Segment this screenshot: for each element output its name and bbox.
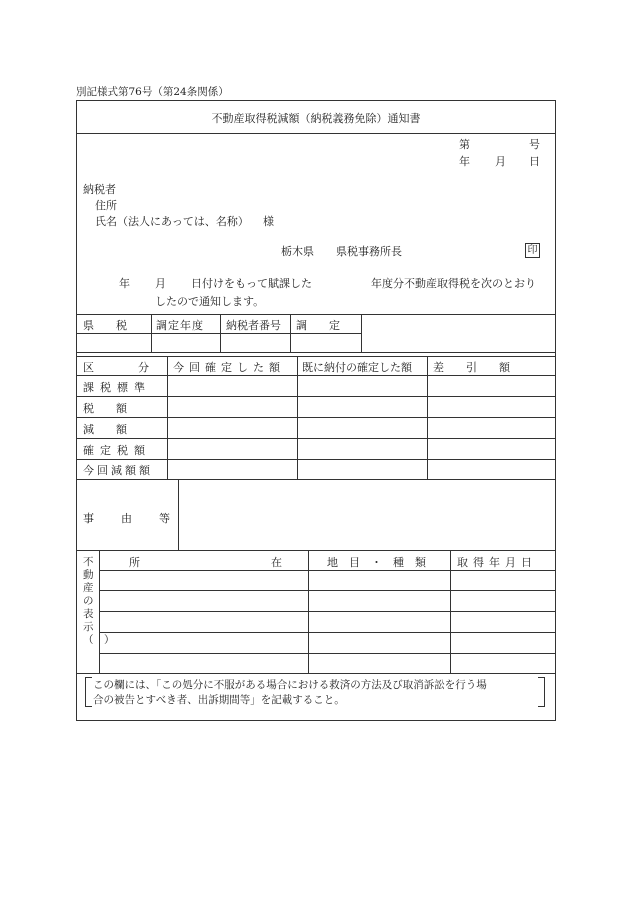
amount-header-category: 区 分 xyxy=(83,361,149,374)
reason-label: 事 由 等 xyxy=(83,512,178,525)
row-tax-base: 課税標準 xyxy=(83,381,151,394)
footnote-line-2: 合の被告とすべき者、出訴期間等」を記載すること。 xyxy=(93,694,345,706)
amount-header-difference: 差 引 額 xyxy=(433,361,510,374)
property-header-location-1: 所 xyxy=(129,556,140,569)
taxpayer-label: 納税者 xyxy=(83,183,116,196)
amount-header-paid: 既に納付の確定した額 xyxy=(302,361,412,374)
property-header-acquisition-date: 取得年月日 xyxy=(457,556,537,569)
form-number: 別記様式第76号（第24条関係） xyxy=(76,86,229,98)
notice-form xyxy=(76,100,556,721)
amount-header-current: 今回確定した額 xyxy=(173,361,285,374)
property-header-location-2: 在 xyxy=(271,556,282,569)
notice-text: 日付けをもって賦課した xyxy=(191,277,312,290)
seal-mark: 印 xyxy=(525,243,540,258)
info-header-year: 調定年度 xyxy=(156,319,204,332)
row-tax-amount: 税 額 xyxy=(83,402,127,415)
date-year: 年 xyxy=(459,155,470,168)
number-label-suffix: 号 xyxy=(529,138,540,151)
form-title: 不動産取得税減額（納税義務免除）通知書 xyxy=(211,112,421,125)
notice-year: 年 xyxy=(119,277,130,290)
honorific: 様 xyxy=(263,215,274,228)
notice-tail: 年度分不動産取得税を次のとおり xyxy=(371,277,536,290)
notice-month: 月 xyxy=(155,277,166,290)
row-current-reduction: 今回減額額 xyxy=(83,464,153,477)
info-header-tax: 県 税 xyxy=(83,319,127,332)
date-day: 日 xyxy=(529,155,540,168)
property-vertical-label: 不動産の表示（ ） xyxy=(83,556,115,646)
address-label: 住所 xyxy=(95,199,117,212)
footnote-line-1: この欄には、「この処分に不服がある場合における救済の方法及び取消訴訟を行う場 xyxy=(93,679,487,691)
date-month: 月 xyxy=(495,155,506,168)
property-header-land: 地 目 ・ 種 類 xyxy=(327,556,426,569)
number-label-first: 第 xyxy=(459,138,470,151)
issuer: 栃木県 県税事務所長 xyxy=(281,245,402,258)
row-reduction: 減 額 xyxy=(83,423,127,436)
notice-line-2: したので通知します。 xyxy=(155,295,265,308)
name-label: 氏名（法人にあっては、名称） xyxy=(95,215,249,228)
row-fixed-tax: 確定税額 xyxy=(83,444,151,457)
info-header-taxpayer-number: 納税者番号 xyxy=(226,319,281,332)
info-header-assessment: 調 定 xyxy=(296,319,340,332)
